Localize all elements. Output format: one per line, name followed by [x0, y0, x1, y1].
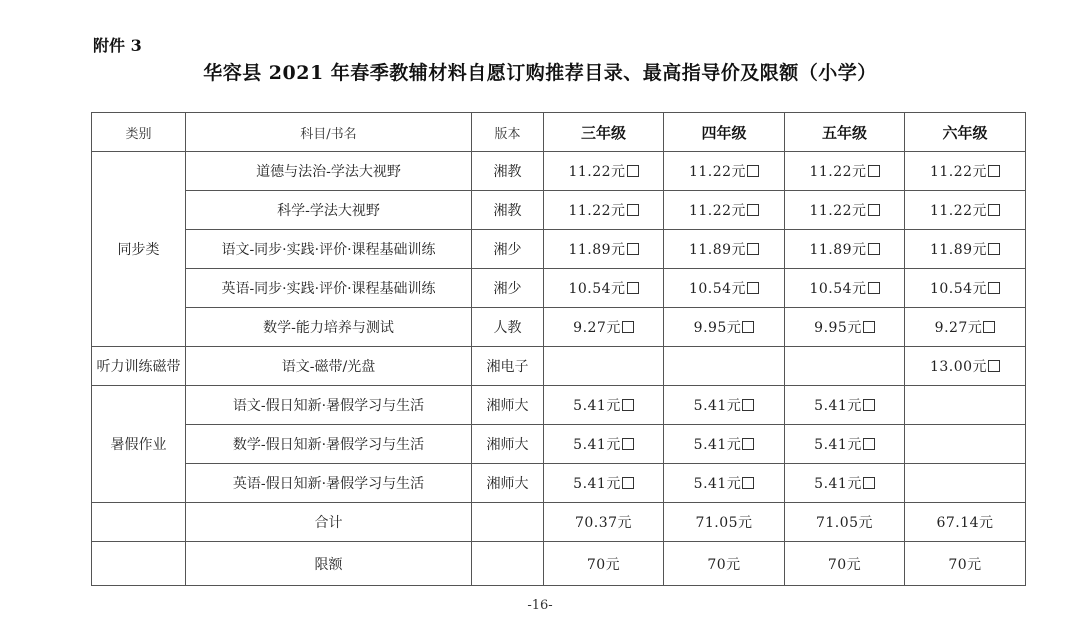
price-cell	[664, 269, 785, 308]
attachment-label: 附件 3	[93, 36, 142, 55]
edition-cell: 湘教	[472, 191, 544, 230]
empty-cell	[92, 503, 186, 542]
header-grade5: 五年级	[785, 113, 905, 152]
price-cell	[905, 425, 1026, 464]
table-row	[92, 347, 1026, 386]
price-value: 13.00元	[929, 359, 988, 375]
checkbox-icon	[988, 243, 1000, 255]
price-cell	[785, 347, 905, 386]
price-cell	[785, 308, 905, 347]
price-value: 5.41元	[573, 476, 621, 492]
price-value: 11.22元	[929, 164, 988, 180]
checkbox-icon	[988, 282, 1000, 294]
price-cell	[544, 347, 664, 386]
price-cell	[785, 386, 905, 425]
checkbox-icon	[868, 204, 880, 216]
price-value: 5.41元	[814, 437, 862, 453]
price-cell	[905, 386, 1026, 425]
price-value: 11.22元	[809, 203, 867, 219]
subject-cell: 数学-能力培养与测试	[186, 308, 472, 347]
price-cell	[785, 269, 905, 308]
checkbox-icon	[863, 321, 875, 333]
document-title: 华容县 2021 年春季教辅材料自愿订购推荐目录、最高指导价及限额（小学）	[203, 62, 877, 84]
price-cell	[544, 425, 664, 464]
checkbox-icon	[622, 399, 634, 411]
price-value: 11.89元	[929, 242, 988, 258]
checkbox-icon	[742, 321, 754, 333]
price-value: 11.22元	[568, 203, 626, 219]
limit-value: 70元	[664, 542, 785, 586]
price-cell	[905, 191, 1026, 230]
price-cell	[664, 425, 785, 464]
price-cell	[785, 464, 905, 503]
price-value: 11.89元	[568, 242, 626, 258]
table-row	[92, 230, 1026, 269]
checkbox-icon	[742, 438, 754, 450]
price-cell	[785, 425, 905, 464]
recommendation-table	[91, 112, 1026, 586]
price-cell	[905, 269, 1026, 308]
edition-cell: 湘少	[472, 230, 544, 269]
price-value: 10.54元	[688, 281, 747, 297]
checkbox-icon	[742, 399, 754, 411]
total-value: 71.05元	[785, 503, 905, 542]
checkbox-icon	[863, 438, 875, 450]
limit-label: 限额	[186, 542, 472, 586]
price-cell	[544, 152, 664, 191]
price-value: 9.27元	[934, 320, 983, 336]
price-cell	[544, 308, 664, 347]
total-value: 67.14元	[905, 503, 1026, 542]
price-cell	[905, 308, 1026, 347]
empty-cell	[472, 542, 544, 586]
price-cell	[905, 152, 1026, 191]
checkbox-icon	[863, 399, 875, 411]
subject-cell: 科学-学法大视野	[186, 191, 472, 230]
price-cell	[544, 230, 664, 269]
price-value: 5.41元	[573, 437, 621, 453]
checkbox-icon	[622, 438, 634, 450]
header-grade3: 三年级	[544, 113, 664, 152]
price-value: 5.41元	[693, 476, 742, 492]
subject-cell: 语文-磁带/光盘	[186, 347, 472, 386]
price-value: 5.41元	[693, 437, 742, 453]
edition-cell: 湘师大	[472, 425, 544, 464]
price-cell	[785, 230, 905, 269]
price-value: 5.41元	[814, 476, 862, 492]
price-value: 11.22元	[568, 164, 626, 180]
price-cell	[664, 347, 785, 386]
limit-value: 70元	[544, 542, 664, 586]
price-value: 9.95元	[693, 320, 742, 336]
price-cell	[664, 464, 785, 503]
subject-cell: 道德与法治-学法大视野	[186, 152, 472, 191]
limit-value: 70元	[905, 542, 1026, 586]
checkbox-icon	[747, 165, 759, 177]
price-cell	[905, 347, 1026, 386]
price-value: 10.54元	[568, 281, 626, 297]
price-value: 5.41元	[573, 398, 621, 414]
limit-value: 70元	[785, 542, 905, 586]
subject-cell: 英语-同步·实践·评价·课程基础训练	[186, 269, 472, 308]
table-row	[92, 308, 1026, 347]
price-cell	[664, 230, 785, 269]
checkbox-icon	[627, 165, 639, 177]
checkbox-icon	[868, 282, 880, 294]
limit-row	[92, 542, 1026, 586]
table-row	[92, 152, 1026, 191]
price-cell	[664, 386, 785, 425]
subject-cell: 语文-同步·实践·评价·课程基础训练	[186, 230, 472, 269]
table-row	[92, 191, 1026, 230]
category-cell: 同步类	[92, 152, 186, 347]
table-row	[92, 464, 1026, 503]
price-value: 9.95元	[814, 320, 862, 336]
header-category: 类别	[92, 113, 186, 152]
table-row	[92, 386, 1026, 425]
total-value: 71.05元	[664, 503, 785, 542]
checkbox-icon	[868, 165, 880, 177]
page-number: -16-	[527, 598, 553, 613]
price-value: 5.41元	[693, 398, 742, 414]
price-cell	[905, 230, 1026, 269]
checkbox-icon	[622, 321, 634, 333]
price-cell	[785, 191, 905, 230]
price-value: 11.22元	[688, 203, 747, 219]
price-cell	[544, 464, 664, 503]
price-value: 10.54元	[929, 281, 988, 297]
checkbox-icon	[983, 321, 995, 333]
subject-cell: 英语-假日知新·暑假学习与生活	[186, 464, 472, 503]
table-header-row	[92, 113, 1026, 152]
price-cell	[664, 308, 785, 347]
header-edition: 版本	[472, 113, 544, 152]
table-row	[92, 269, 1026, 308]
price-value: 11.22元	[929, 203, 988, 219]
category-cell: 听力训练磁带	[92, 347, 186, 386]
checkbox-icon	[747, 243, 759, 255]
subject-cell: 数学-假日知新·暑假学习与生活	[186, 425, 472, 464]
price-cell	[544, 191, 664, 230]
checkbox-icon	[988, 360, 1000, 372]
empty-cell	[472, 503, 544, 542]
edition-cell: 湘少	[472, 269, 544, 308]
price-value: 11.22元	[809, 164, 867, 180]
price-cell	[664, 152, 785, 191]
price-value: 11.89元	[688, 242, 747, 258]
edition-cell: 湘电子	[472, 347, 544, 386]
checkbox-icon	[863, 477, 875, 489]
checkbox-icon	[622, 477, 634, 489]
checkbox-icon	[627, 204, 639, 216]
price-cell	[664, 191, 785, 230]
price-cell	[785, 152, 905, 191]
subject-cell: 语文-假日知新·暑假学习与生活	[186, 386, 472, 425]
checkbox-icon	[868, 243, 880, 255]
header-grade6: 六年级	[905, 113, 1026, 152]
price-value: 9.27元	[573, 320, 621, 336]
checkbox-icon	[747, 204, 759, 216]
price-cell	[544, 269, 664, 308]
price-cell	[544, 386, 664, 425]
edition-cell: 人教	[472, 308, 544, 347]
price-value: 11.22元	[688, 164, 747, 180]
table-row	[92, 425, 1026, 464]
checkbox-icon	[988, 165, 1000, 177]
edition-cell: 湘师大	[472, 464, 544, 503]
checkbox-icon	[747, 282, 759, 294]
total-label: 合计	[186, 503, 472, 542]
checkbox-icon	[627, 282, 639, 294]
price-cell	[905, 464, 1026, 503]
price-value: 11.89元	[809, 242, 867, 258]
edition-cell: 湘师大	[472, 386, 544, 425]
checkbox-icon	[988, 204, 1000, 216]
edition-cell: 湘教	[472, 152, 544, 191]
price-value: 5.41元	[814, 398, 862, 414]
empty-cell	[92, 542, 186, 586]
category-cell: 暑假作业	[92, 386, 186, 503]
price-value: 10.54元	[809, 281, 867, 297]
header-grade4: 四年级	[664, 113, 785, 152]
total-row	[92, 503, 1026, 542]
header-subject: 科目/书名	[186, 113, 472, 152]
checkbox-icon	[742, 477, 754, 489]
total-value: 70.37元	[544, 503, 664, 542]
checkbox-icon	[627, 243, 639, 255]
